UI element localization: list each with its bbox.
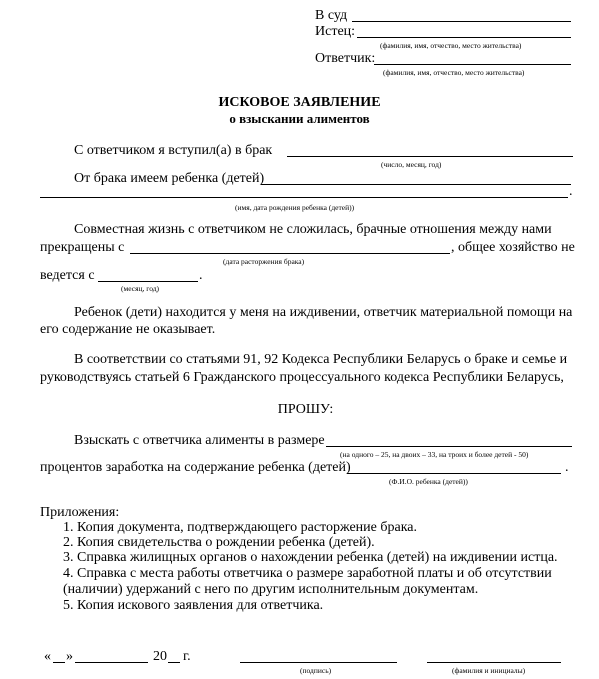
attachment-item: 5. Копия искового заявления для ответчика. bbox=[63, 598, 324, 613]
separation-line3-start: ведется с bbox=[40, 268, 95, 283]
plaintiff-label: Истец: bbox=[315, 24, 356, 39]
alimony-line2-end: . bbox=[565, 460, 569, 475]
attachment-item: 3. Справка жилищных органов о нахождении ребенка (детей) на иждивении истца. bbox=[63, 550, 558, 565]
year-prefix: 20 bbox=[153, 649, 167, 664]
day-field[interactable] bbox=[53, 662, 65, 663]
attachment-item: (наличии) удержаний с него по другим исполнительным документам. bbox=[63, 582, 479, 597]
plaintiff-hint: (фамилия, имя, отчество, место жительства) bbox=[380, 41, 522, 50]
signature-field[interactable] bbox=[240, 662, 397, 663]
children-dot: . bbox=[569, 184, 573, 199]
name-field[interactable] bbox=[427, 662, 561, 663]
separation-line2-end: , общее хозяйство не bbox=[451, 240, 575, 255]
defendant-field[interactable] bbox=[374, 64, 571, 65]
dissolution-date-field[interactable] bbox=[130, 253, 450, 254]
attachment-item: 4. Справка с места работы ответчика о размере заработной платы и об отсутствии bbox=[63, 566, 552, 581]
month-field[interactable] bbox=[75, 662, 148, 663]
children-hint: (имя, дата рождения ребенка (детей)) bbox=[235, 203, 355, 212]
support-line1: Ребенок (дети) находится у меня на иждивении, ответчик материальной помощи на bbox=[74, 305, 573, 320]
attachments-title: Приложения: bbox=[40, 505, 120, 520]
marriage-text: С ответчиком я вступил(а) в брак bbox=[74, 143, 273, 158]
year-suffix: г. bbox=[183, 649, 191, 664]
marriage-date-field[interactable] bbox=[287, 156, 573, 157]
alimony-hint2: (Ф.И.О. ребенка (детей)) bbox=[389, 477, 468, 486]
alimony-hint1: (на одного – 25, на двоих – 33, на троих и более детей - 50) bbox=[340, 450, 529, 459]
separation-line3-end: . bbox=[199, 268, 203, 283]
attachment-item: 1. Копия документа, подтверждающего расторжение брака. bbox=[63, 520, 418, 535]
date-open-quote: « bbox=[44, 649, 51, 664]
alimony-line2: процентов заработка на содержание ребенка (детей) bbox=[40, 460, 351, 475]
document-subtitle: о взыскании алиментов bbox=[229, 111, 370, 126]
year-field[interactable] bbox=[168, 662, 180, 663]
defendant-hint: (фамилия, имя, отчество, место жительства) bbox=[383, 68, 525, 77]
attachment-item: 2. Копия свидетельства о рождении ребенка (детей). bbox=[63, 535, 375, 550]
court-field[interactable] bbox=[352, 21, 571, 22]
dissolution-hint: (дата расторжения брака) bbox=[223, 257, 305, 266]
legal-line1: В соответствии со статьями 91, 92 Кодекса Республики Беларусь о браке и семье и bbox=[74, 352, 568, 367]
children-field-2[interactable] bbox=[40, 197, 568, 198]
alimony-percent-field[interactable] bbox=[326, 446, 572, 447]
children-field-1[interactable] bbox=[261, 184, 571, 185]
separation-line2-start: прекращены с bbox=[40, 240, 125, 255]
household-date-field[interactable] bbox=[98, 281, 198, 282]
court-label: В суд bbox=[315, 8, 348, 23]
name-hint: (фамилия и инициалы) bbox=[452, 666, 526, 675]
signature-hint: (подпись) bbox=[300, 666, 332, 675]
date-close-quote: » bbox=[66, 649, 73, 664]
alimony-line1: Взыскать с ответчика алименты в размере bbox=[74, 433, 325, 448]
children-text: От брака имеем ребенка (детей) bbox=[74, 171, 265, 186]
separation-line1: Совместная жизнь с ответчиком не сложилась, брачные отношения между нами bbox=[74, 222, 552, 237]
support-line2: его содержание не оказывает. bbox=[40, 322, 216, 337]
plaintiff-field[interactable] bbox=[357, 37, 571, 38]
marriage-hint: (число, месяц, год) bbox=[381, 160, 442, 169]
monthyear-hint: (месяц, год) bbox=[121, 284, 160, 293]
child-name-field[interactable] bbox=[347, 473, 561, 474]
document-title: ИСКОВОЕ ЗАЯВЛЕНИЕ bbox=[218, 95, 381, 110]
defendant-label: Ответчик: bbox=[315, 51, 376, 66]
legal-line2: руководствуясь статьей 6 Гражданского процессуального кодекса Республики Беларусь, bbox=[40, 370, 564, 385]
request-label: ПРОШУ: bbox=[277, 402, 334, 417]
